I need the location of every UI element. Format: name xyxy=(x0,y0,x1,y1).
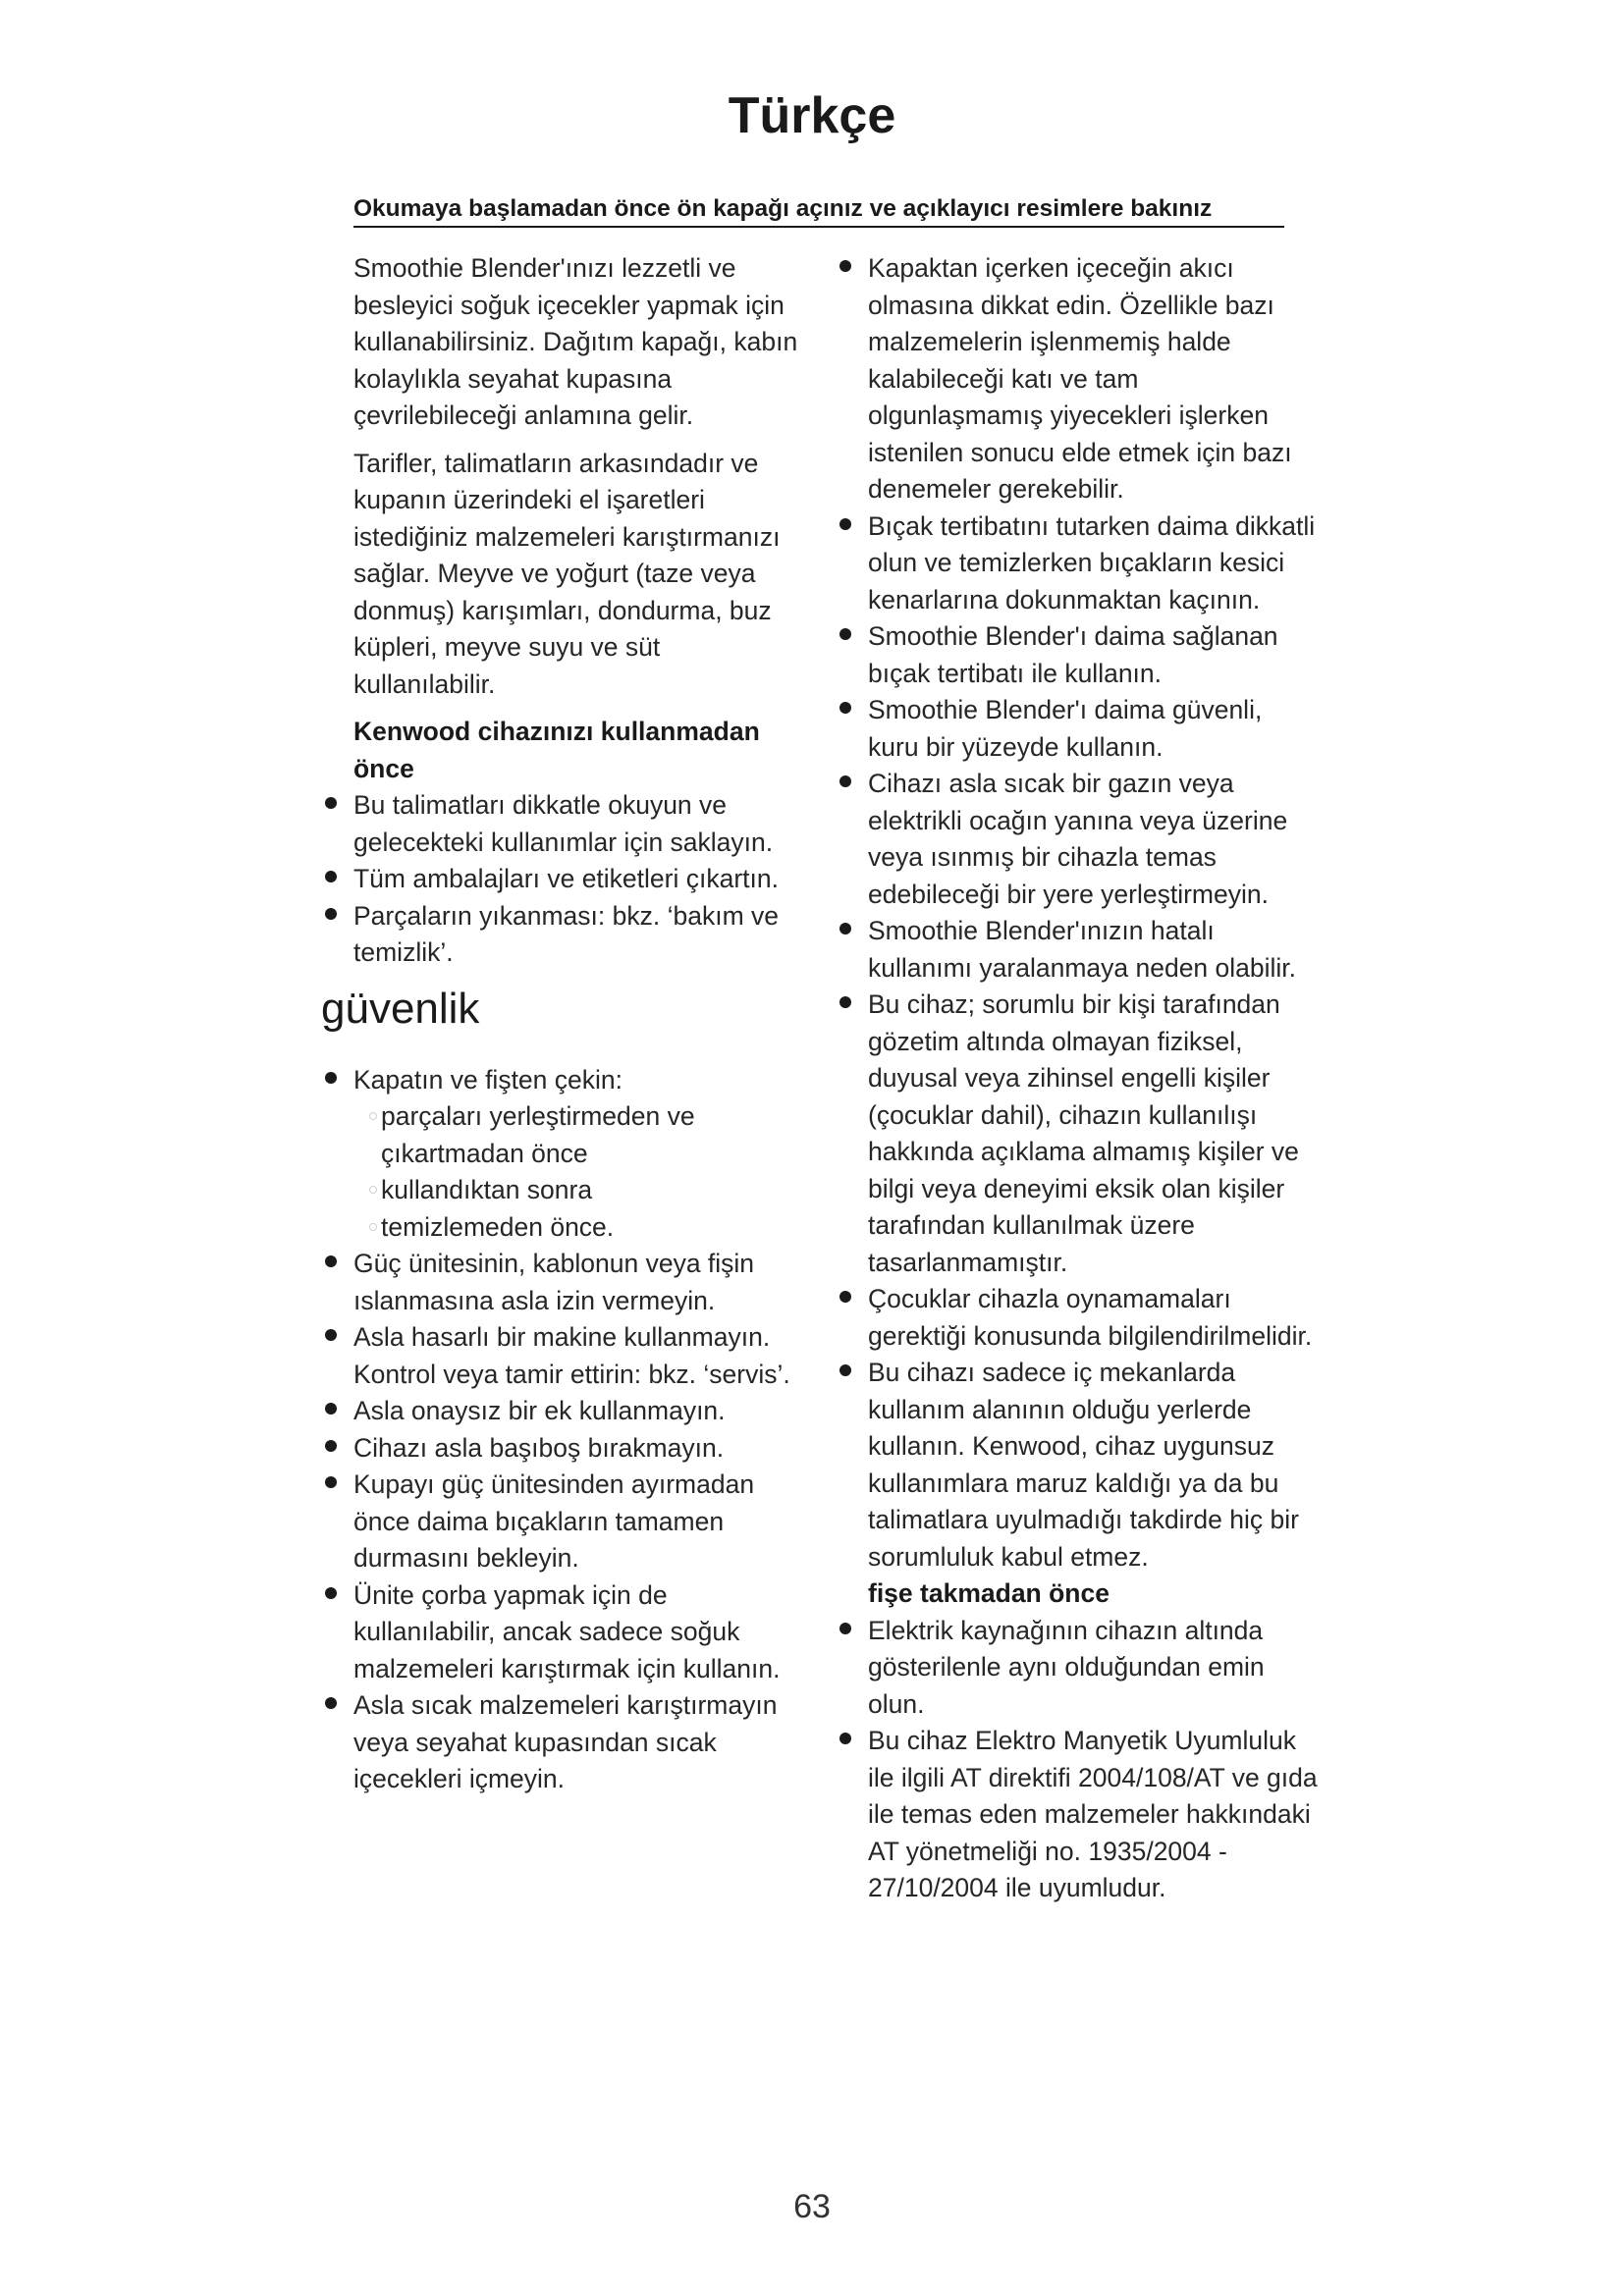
unplug-sub-list xyxy=(353,1098,805,1246)
list-item: Smoothie Blender'ı daima sağlanan bıçak tertibatı ile kullanın. xyxy=(868,618,1320,692)
safety-heading: güvenlik xyxy=(321,984,480,1033)
list-item: Asla hasarlı bir makine kullanmayın. Kontrol veya tamir ettirin: bkz. ‘servis’. xyxy=(353,1319,805,1393)
list-item xyxy=(353,1062,805,1247)
list-item: Güç ünitesinin, kablonun veya fişin ıslanmasına asla izin vermeyin. xyxy=(353,1246,805,1319)
safety-list-right xyxy=(868,250,1320,1575)
list-item: Bıçak tertibatını tutarken daima dikkatli olun ve temizlerken bıçakların kesici kenarlarına dokunmaktan kaçının. xyxy=(868,508,1320,619)
before-use-heading: Kenwood cihazınızı kullanmadan önce xyxy=(353,717,760,783)
list-item: Elektrik kaynağının cihazın altında gösterilenle aynı olduğundan emin olun. xyxy=(868,1613,1320,1724)
sub-list-item: kullandıktan sonra xyxy=(353,1172,805,1209)
list-item: Smoothie Blender'ınızın hatalı kullanımı yaralanmaya neden olabilir. xyxy=(868,913,1320,987)
sub-list-item: parçaları yerleştirmeden ve çıkartmadan önce xyxy=(353,1098,805,1172)
list-item: Bu cihaz Elektro Manyetik Uyumluluk ile ilgili AT direktifi 2004/108/AT ve gıda ile temas eden malzemeler hakkındaki AT yönetmeliği no. 1935/2004 - 27/10/2004 ile uyumludur. xyxy=(868,1723,1320,1907)
list-item: Tüm ambalajları ve etiketleri çıkartın. xyxy=(353,861,805,898)
list-item: Bu cihaz; sorumlu bir kişi tarafından gözetim altında olmayan fiziksel, duyusal veya zihinsel engelli kişiler (çocuklar dahil), cihazın kullanılışı hakkında açıklama almamış kişiler ve bilgi veya deneyimi eksik olan kişiler tarafından kullanılmak üzere tasarlanmamıştır. xyxy=(868,987,1320,1281)
page-number: 63 xyxy=(793,2188,831,2225)
list-item: Parçaların yıkanması: bkz. ‘bakım ve temizlik’. xyxy=(353,898,805,972)
plug-list xyxy=(868,1613,1320,1907)
list-item: Cihazı asla başıboş bırakmayın. xyxy=(353,1430,805,1468)
list-item: Cihazı asla sıcak bir gazın veya elektrikli ocağın yanına veya üzerine veya ısınmış bir cihazla temas edebileceği bir yere yerleştirmeyin. xyxy=(868,766,1320,913)
right-column xyxy=(868,250,1320,1907)
list-item: Kupayı güç ünitesinden ayırmadan önce daima bıçakların tamamen durmasını bekleyin. xyxy=(353,1467,805,1577)
page-title: Türkçe xyxy=(728,87,896,144)
unplug-item-label: Kapatın ve fişten çekin: xyxy=(353,1064,623,1095)
list-item: Çocuklar cihazla oynamamaları gerektiği konusunda bilgilendirilmelidir. xyxy=(868,1281,1320,1355)
intro-paragraph-1: Smoothie Blender'ınızı lezzetli ve besleyici soğuk içecekler yapmak için kullanabilirsiniz. Dağıtım kapağı, kabın kolaylıkla seyahat kupasına çevrilebileceği anlamına gelir. xyxy=(353,253,798,430)
list-item: Asla onaysız bir ek kullanmayın. xyxy=(353,1393,805,1430)
left-column xyxy=(321,250,805,1798)
list-item: Kapaktan içerken içeceğin akıcı olmasına dikkat edin. Özellikle bazı malzemelerin işlenmemiş halde kalabileceği katı ve tam olgunlaşmamış yiyecekleri işlerken istenilen sonucu elde etmek için bazı denemeler gerekebilir. xyxy=(868,250,1320,508)
before-use-list xyxy=(353,787,805,972)
intro-paragraph-2: Tarifler, talimatların arkasındadır ve kupanın üzerindeki el işaretleri istediğiniz malzemeleri karıştırmanızı sağlar. Meyve ve yoğurt (taze veya donmuş) karışımları, dondurma, buz küpleri, meyve suyu ve süt kullanılabilir. xyxy=(353,448,781,699)
list-item: Bu talimatları dikkatle okuyun ve gelecekteki kullanımlar için saklayın. xyxy=(353,787,805,861)
sub-list-item: temizlemeden önce. xyxy=(353,1209,805,1247)
safety-list-left xyxy=(353,1062,805,1798)
list-item: Smoothie Blender'ı daima güvenli, kuru bir yüzeyde kullanın. xyxy=(868,692,1320,766)
plug-heading: fişe takmadan önce xyxy=(868,1578,1110,1608)
list-item: Bu cihazı sadece iç mekanlarda kullanım alanının olduğu yerlerde kullanın. Kenwood, cihaz uygunsuz kullanımlara maruz kaldığı ya da bu talimatlara uyulmadığı takdirde hiç bir sorumluluk kabul etmez. xyxy=(868,1355,1320,1575)
reading-instruction: Okumaya başlamadan önce ön kapağı açınız ve açıklayıcı resimlere bakınız xyxy=(353,194,1284,228)
list-item: Ünite çorba yapmak için de kullanılabilir, ancak sadece soğuk malzemeleri karıştırmak için kullanın. xyxy=(353,1577,805,1688)
list-item: Asla sıcak malzemeleri karıştırmayın veya seyahat kupasından sıcak içecekleri içmeyin. xyxy=(353,1687,805,1798)
